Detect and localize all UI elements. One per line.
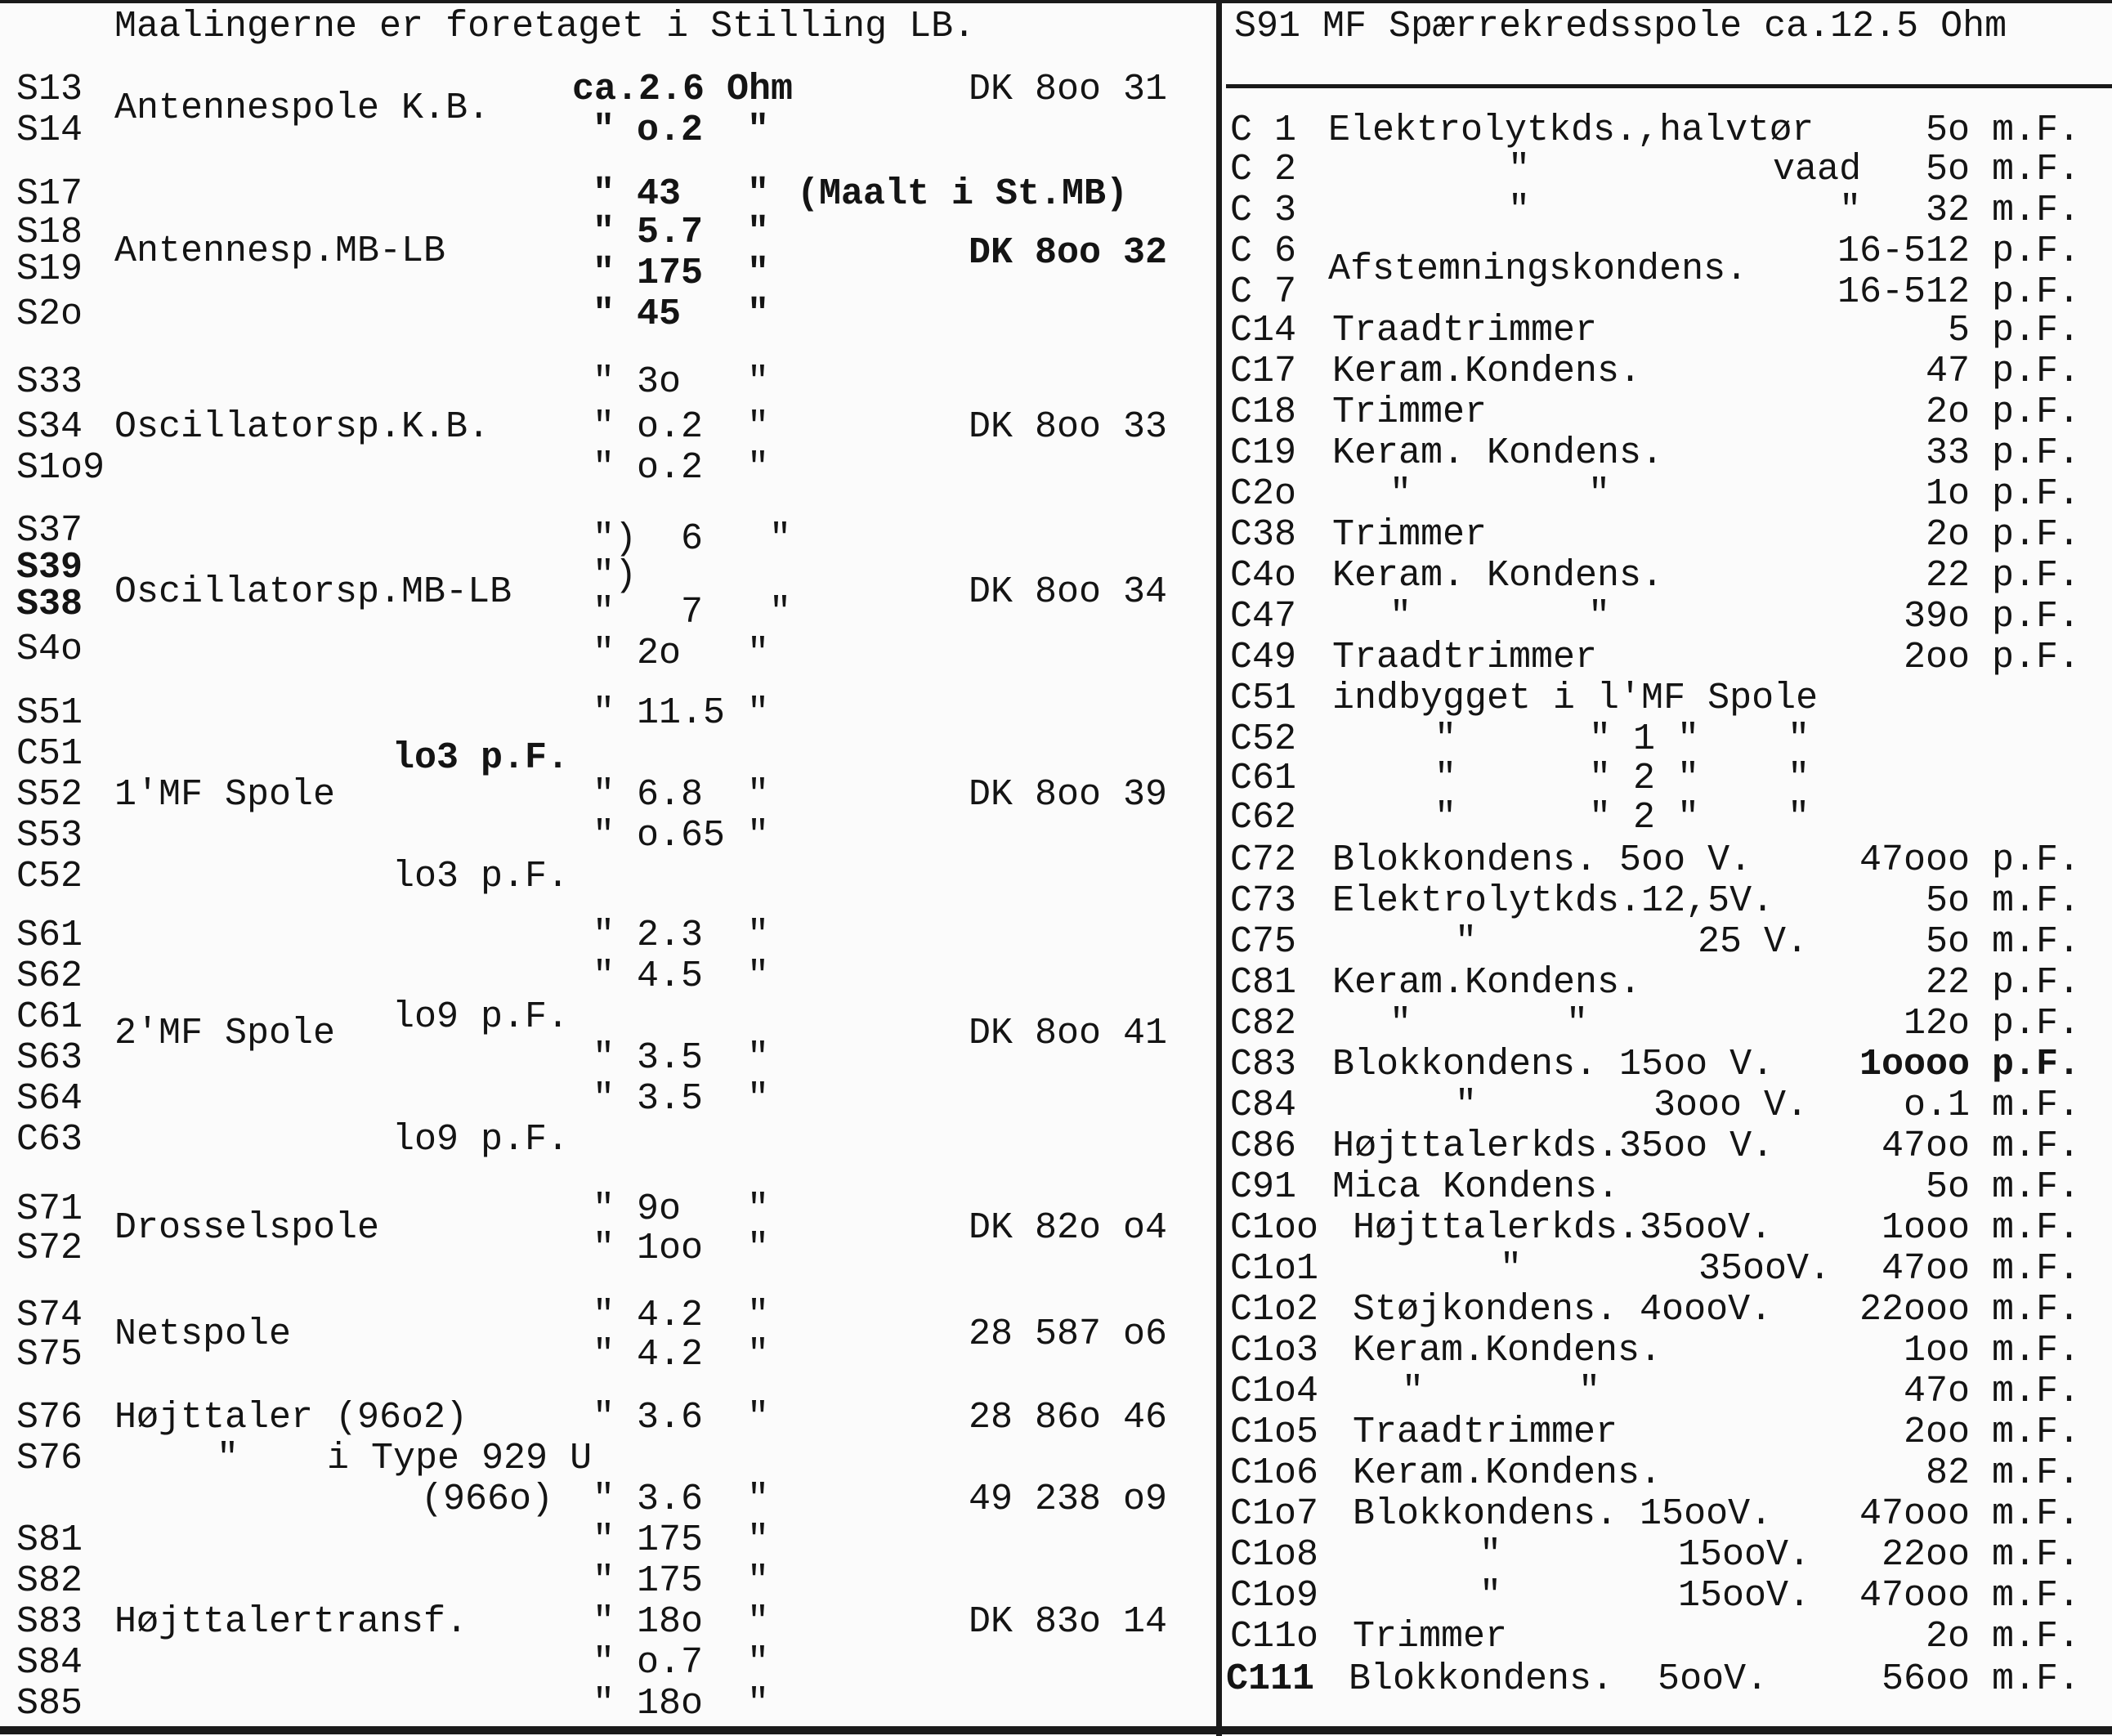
part-id: C75 (1230, 921, 1297, 963)
part-id: C62 (1230, 797, 1297, 839)
part-id: S2o (16, 293, 83, 335)
part-desc: Blokkondens. 15ooV. (1353, 1493, 1773, 1535)
part-value: 22 p.F. (1925, 555, 2080, 597)
part-id: S61 (16, 915, 83, 956)
part-value: " 3.5 " (593, 1078, 770, 1120)
part-desc: " vaad (1508, 149, 1862, 190)
part-id: C18 (1230, 391, 1297, 433)
part-value: " 175 " (593, 253, 770, 294)
part-id: S74 (16, 1295, 83, 1336)
part-id: C17 (1230, 351, 1297, 392)
part-value: 47ooo m.F. (1859, 1493, 2080, 1535)
part-id: C1oo (1230, 1207, 1319, 1249)
part-name: Antennespole K.B. (114, 87, 490, 129)
part-value: " o.65 " (593, 815, 770, 857)
part-value: 2o p.F. (1925, 514, 2080, 556)
part-code: DK 8oo 39 (969, 774, 1168, 816)
part-name: Højttalertransf. (114, 1601, 468, 1643)
part-value: 39o p.F. (1903, 596, 2080, 638)
part-desc: Keram. Kondens. (1332, 555, 1664, 597)
part-value: 5o m.F. (1925, 880, 2080, 922)
part-value: " 11.5 " (593, 692, 770, 734)
part-code: DK 8oo 41 (969, 1013, 1168, 1054)
part-id: C61 (16, 996, 83, 1038)
part-value: lo3 p.F. (392, 737, 570, 779)
part-id: C73 (1230, 880, 1297, 922)
column-divider (1216, 0, 1222, 1736)
part-desc: Blokkondens. 5ooV. (1349, 1658, 1769, 1700)
part-desc: " 15ooV. (1479, 1534, 1811, 1576)
part-desc: " 3ooo V. (1455, 1085, 1809, 1126)
part-desc: Trimmer (1332, 514, 1488, 556)
part-id: C1o4 (1230, 1371, 1319, 1412)
part-desc: Mica Kondens. (1332, 1166, 1620, 1208)
part-id: S85 (16, 1683, 83, 1725)
part-value: 16-512 p.F. (1837, 271, 2080, 313)
part-value: 47oo m.F. (1881, 1248, 2080, 1290)
part-value: 12o p.F. (1903, 1003, 2080, 1045)
top-border (0, 0, 2112, 3)
part-id: S52 (16, 774, 83, 816)
part-value: 33 p.F. (1925, 432, 2080, 474)
part-value: lo9 p.F. (392, 996, 570, 1038)
part-value: " 4.5 " (593, 955, 770, 997)
left-header: Maalingerne er foretaget i Stilling LB. (114, 6, 976, 47)
part-desc: Keram.Kondens. (1332, 962, 1642, 1004)
part-id: C1o2 (1230, 1289, 1319, 1331)
part-desc: " " 1 " " (1434, 718, 1810, 760)
part-value: " 9o " (593, 1188, 770, 1230)
part-name: 1'MF Spole (114, 774, 336, 816)
part-desc: Traadtrimmer (1332, 637, 1598, 678)
part-desc: Keram.Kondens. (1353, 1452, 1662, 1494)
part-name: " i Type 929 U (217, 1438, 593, 1479)
part-desc: Afstemningskondens. (1328, 248, 1748, 290)
part-code: 28 86o 46 (969, 1397, 1168, 1438)
part-value: " o.2 " (593, 447, 770, 489)
part-value: 22 p.F. (1925, 962, 2080, 1004)
part-code: DK 83o 14 (969, 1601, 1168, 1643)
part-id: C1o7 (1230, 1493, 1319, 1535)
part-value: 2oo m.F. (1903, 1412, 2080, 1453)
part-code: 49 238 o9 (969, 1479, 1168, 1520)
part-id: C14 (1230, 310, 1297, 351)
part-id: S34 (16, 406, 83, 448)
part-value: 5o m.F. (1925, 149, 2080, 190)
part-name: Drosselspole (114, 1207, 380, 1249)
measure-note: (Maalt i St.MB) (797, 173, 1129, 215)
part-id: C1o3 (1230, 1330, 1319, 1371)
part-name: 2'MF Spole (114, 1013, 336, 1054)
part-value: 5o m.F. (1925, 110, 2080, 151)
part-id: S38 (16, 584, 83, 625)
part-id: C49 (1230, 637, 1297, 678)
part-value: ") 6 " (593, 518, 792, 560)
part-desc: " " (1402, 1371, 1601, 1412)
part-value: 16-512 p.F. (1837, 230, 2080, 272)
part-id: S84 (16, 1642, 83, 1684)
part-id: S19 (16, 248, 83, 290)
part-id: C38 (1230, 514, 1297, 556)
part-id: C4o (1230, 555, 1297, 597)
part-desc: " " (1508, 190, 1862, 231)
part-desc: " " (1389, 1003, 1589, 1045)
part-value: " 7 " (593, 592, 792, 633)
part-desc: Keram.Kondens. (1332, 351, 1642, 392)
part-name: Netspole (114, 1313, 292, 1355)
part-id: C1o8 (1230, 1534, 1319, 1576)
part-id: S1o9 (16, 447, 105, 489)
part-value: " 3.6 " (593, 1397, 770, 1438)
part-id: C51 (1230, 678, 1297, 719)
part-id: C111 (1226, 1658, 1315, 1700)
part-id: C 2 (1230, 149, 1297, 190)
part-value: 2oo p.F. (1903, 637, 2080, 678)
part-value: " 4.2 " (593, 1334, 770, 1376)
part-value: 56oo m.F. (1881, 1658, 2080, 1700)
part-id: S33 (16, 361, 83, 403)
part-id: S63 (16, 1037, 83, 1079)
part-value: " 45 " (593, 293, 770, 335)
part-desc: Traadtrimmer (1332, 310, 1598, 351)
part-value: o.1 m.F. (1903, 1085, 2080, 1126)
part-value: " 3o " (593, 361, 770, 403)
part-desc: Højttalerkds.35ooV. (1353, 1207, 1773, 1249)
part-id: C 7 (1230, 271, 1297, 313)
part-id: S51 (16, 692, 83, 734)
part-value: 47o m.F. (1903, 1371, 2080, 1412)
part-id: C1o5 (1230, 1412, 1319, 1453)
part-value: 1ooo m.F. (1881, 1207, 2080, 1249)
part-value: " 43 " (593, 173, 770, 215)
part-code: DK 82o o4 (969, 1207, 1168, 1249)
part-desc: " " 2 " " (1434, 758, 1810, 799)
part-id: S72 (16, 1228, 83, 1269)
part-code: DK 8oo 32 (969, 232, 1168, 274)
part-id: C1o1 (1230, 1248, 1319, 1290)
part-value: 47oo m.F. (1881, 1125, 2080, 1167)
part-id: C91 (1230, 1166, 1297, 1208)
part-value: " 18o " (593, 1683, 770, 1725)
part-id: C63 (16, 1119, 83, 1161)
part-id: S14 (16, 110, 83, 151)
part-id: C81 (1230, 962, 1297, 1004)
part-value: 1o p.F. (1925, 473, 2080, 515)
part-value: lo9 p.F. (392, 1119, 570, 1161)
part-code: DK 8oo 31 (969, 69, 1168, 110)
part-id: C1o9 (1230, 1575, 1319, 1617)
part-value: " 175 " (593, 1519, 770, 1561)
part-value: 47ooo p.F. (1859, 839, 2080, 881)
part-code: DK 8oo 34 (969, 571, 1168, 613)
part-value: 32 m.F. (1925, 190, 2080, 231)
part-desc: " 35ooV. (1500, 1248, 1832, 1290)
part-id: S83 (16, 1601, 83, 1643)
part-desc: Trimmer (1353, 1616, 1508, 1658)
part-value: " 3.5 " (593, 1037, 770, 1079)
part-value: " 175 " (593, 1560, 770, 1602)
part-id: S71 (16, 1188, 83, 1230)
part-value: " 6.8 " (593, 774, 770, 816)
part-name: (966o) (421, 1479, 554, 1520)
part-desc: " " (1389, 596, 1611, 638)
part-value: " 2.3 " (593, 915, 770, 956)
part-id: C11o (1230, 1616, 1319, 1658)
part-desc: Keram.Kondens. (1353, 1330, 1662, 1371)
part-value: lo3 p.F. (392, 856, 570, 897)
part-value: 5o m.F. (1925, 921, 2080, 963)
part-code: DK 8oo 33 (969, 406, 1168, 448)
part-desc: Trimmer (1332, 391, 1488, 433)
part-value: " o.2 " (593, 406, 770, 448)
part-id: C51 (16, 733, 83, 775)
part-desc: " 15ooV. (1479, 1575, 1811, 1617)
part-id: S17 (16, 173, 83, 215)
part-value: 2o m.F. (1925, 1616, 2080, 1658)
part-id: S75 (16, 1334, 83, 1376)
right-header: S91 MF Spærrekredsspole ca.12.5 Ohm (1234, 6, 2007, 47)
part-desc: Blokkondens. 15oo V. (1332, 1044, 1774, 1085)
part-value: " 2o " (593, 633, 770, 674)
part-desc: indbygget i l'MF Spole (1332, 678, 1819, 719)
part-id: C82 (1230, 1003, 1297, 1045)
part-id: C 1 (1230, 110, 1297, 151)
part-code: 28 587 o6 (969, 1313, 1168, 1355)
part-value: 5o m.F. (1925, 1166, 2080, 1208)
part-id: S82 (16, 1560, 83, 1602)
part-desc: Elektrolytkds.12,5V. (1332, 880, 1774, 922)
part-desc: Støjkondens. 4oooV. (1353, 1289, 1773, 1331)
part-id: S81 (16, 1519, 83, 1561)
part-value: " o.2 " (593, 110, 770, 151)
part-id: S18 (16, 212, 83, 253)
part-id: C19 (1230, 432, 1297, 474)
part-id: C84 (1230, 1085, 1297, 1126)
part-value: 22oo m.F. (1881, 1534, 2080, 1576)
part-value: ca.2.6 Ohm (572, 69, 794, 110)
part-desc: Keram. Kondens. (1332, 432, 1664, 474)
part-id: S39 (16, 547, 83, 588)
part-id: C86 (1230, 1125, 1297, 1167)
part-id: C 6 (1230, 230, 1297, 272)
part-id: C47 (1230, 596, 1297, 638)
part-value: 2o p.F. (1925, 391, 2080, 433)
part-value: 1oo m.F. (1903, 1330, 2080, 1371)
part-value: 1oooo p.F. (1859, 1044, 2080, 1085)
part-id: C 3 (1230, 190, 1297, 231)
part-value: " 1oo " (593, 1228, 770, 1269)
part-desc: " " (1389, 473, 1611, 515)
part-value: 47ooo m.F. (1859, 1575, 2080, 1617)
part-value: " 3.6 " (593, 1479, 770, 1520)
part-id: C52 (1230, 718, 1297, 760)
part-id: S62 (16, 955, 83, 997)
header-rule (1226, 84, 2112, 88)
part-id: C83 (1230, 1044, 1297, 1085)
part-id: C61 (1230, 758, 1297, 799)
part-value: 5 p.F. (1947, 310, 2080, 351)
part-id: S76 (16, 1397, 83, 1438)
part-value: " 18o " (593, 1601, 770, 1643)
part-id: S13 (16, 69, 83, 110)
part-id: S53 (16, 815, 83, 857)
part-id: S76 (16, 1438, 83, 1479)
part-value: " o.7 " (593, 1642, 770, 1684)
part-id: C1o6 (1230, 1452, 1319, 1494)
part-id: S37 (16, 510, 83, 552)
part-value: 82 m.F. (1925, 1452, 2080, 1494)
part-name: Oscillatorsp.MB-LB (114, 571, 512, 613)
part-value: " 5.7 " (593, 212, 770, 253)
part-desc: Elektrolytkds.,halvtør (1328, 110, 1814, 151)
part-id: C2o (1230, 473, 1297, 515)
part-desc: Traadtrimmer (1353, 1412, 1618, 1453)
part-value: 22ooo m.F. (1859, 1289, 2080, 1331)
part-id: C72 (1230, 839, 1297, 881)
part-desc: Højttalerkds.35oo V. (1332, 1125, 1774, 1167)
part-name: Oscillatorsp.K.B. (114, 406, 490, 448)
part-value: ") (593, 555, 638, 597)
part-desc: Blokkondens. 5oo V. (1332, 839, 1752, 881)
part-name: Antennesp.MB-LB (114, 230, 446, 272)
part-value: 47 p.F. (1925, 351, 2080, 392)
part-value: " 4.2 " (593, 1295, 770, 1336)
part-desc: " 25 V. (1455, 921, 1809, 963)
part-id: S64 (16, 1078, 83, 1120)
part-desc: " " 2 " " (1434, 797, 1810, 839)
part-id: S4o (16, 629, 83, 670)
part-id: C52 (16, 856, 83, 897)
bottom-border (0, 1726, 2112, 1734)
part-name: Højttaler (96o2) (114, 1397, 468, 1438)
